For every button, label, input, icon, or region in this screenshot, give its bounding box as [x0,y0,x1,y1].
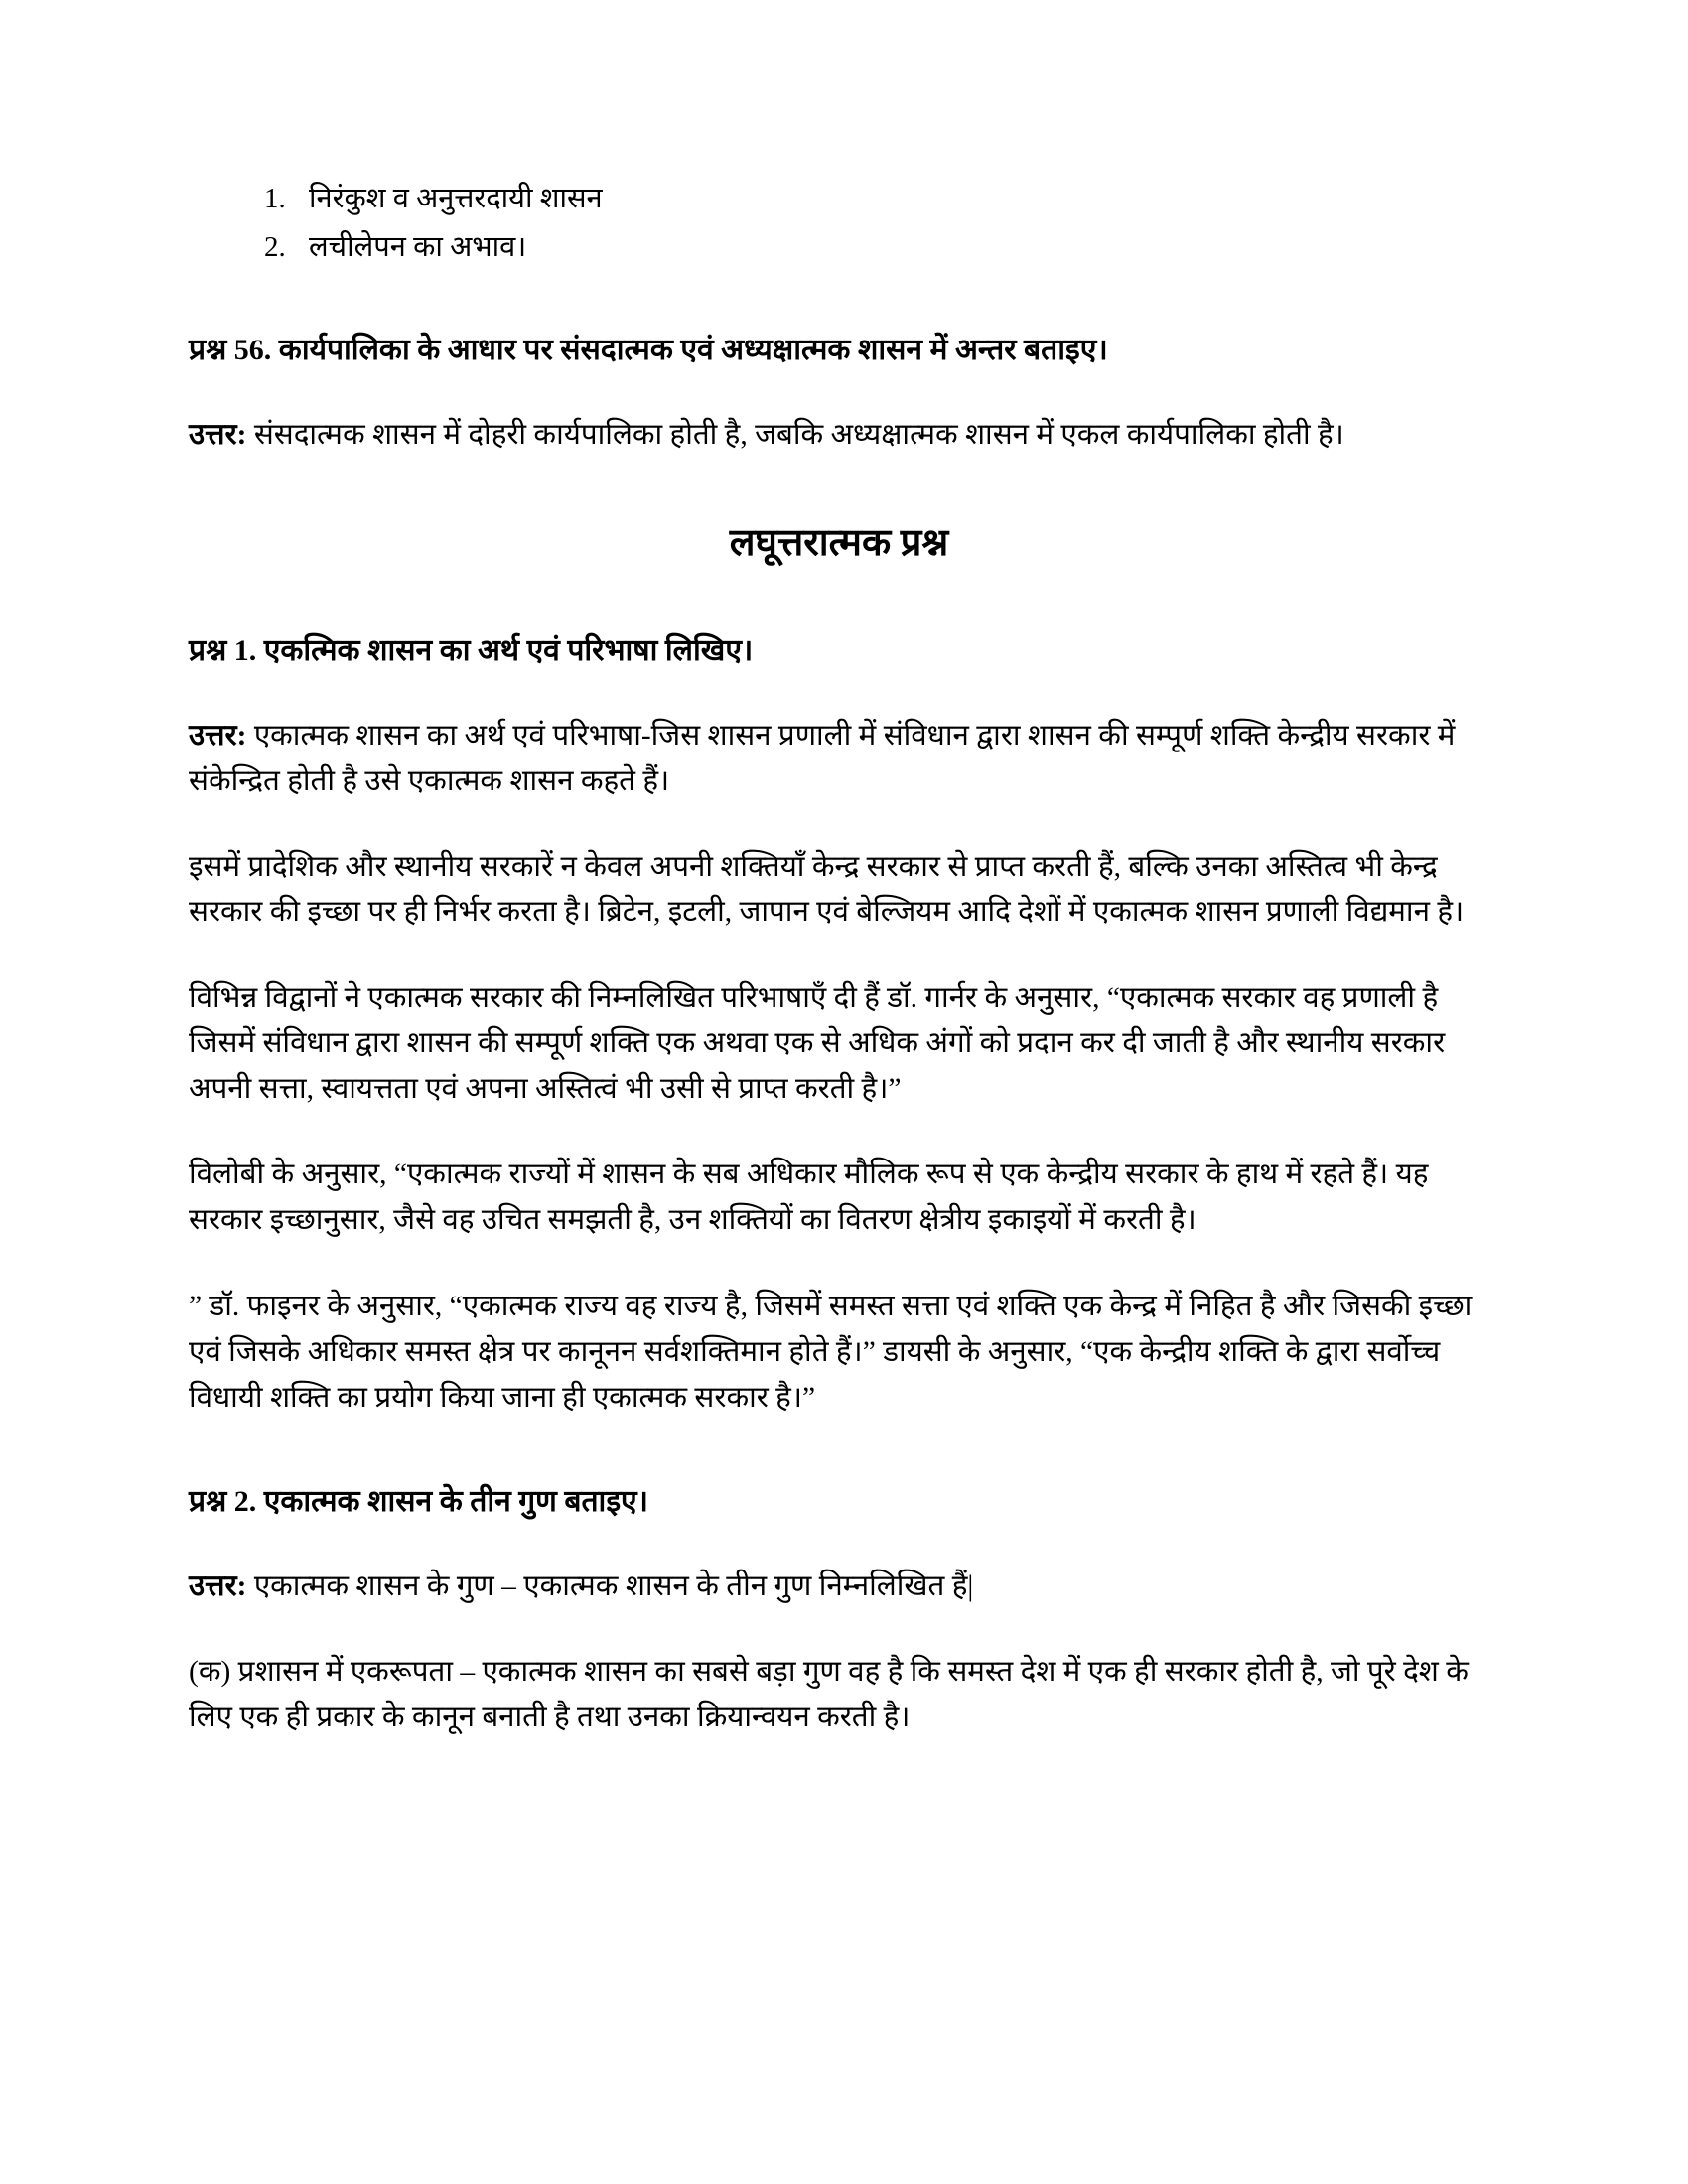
question-1-heading: प्रश्न 1. एकत्मिक शासन का अर्थ एवं परिभाषा लिखिए। [189,634,754,668]
question-1-paragraph-4: विलोबी के अनुसार, “एकात्मक राज्यों में शासन के सब अधिकार मौलिक रूप से एक केन्द्रीय सरकार के हाथ में रहते हैं। यह सरकार इच्छानुसार, जैसे वह उचित समझती है, उन शक्तियों का वितरण क्षेत्रीय इकाइयों में करती है। [189,1159,1429,1237]
list-item: 1. निरंकुश व अनुत्तरदायी शासन [293,177,1489,220]
answer-text: एकात्मक शासन का अर्थ एवं परिभाषा-जिस शासन प्रणाली में संविधान द्वारा शासन की सम्पूर्ण शक्ति केन्द्रीय सरकार में संकेन्द्रित होती है उसे एकात्मक शासन कहते हैं। [189,720,1456,798]
document-content [189,177,1489,1740]
answer-text: संसदात्मक शासन में दोहरी कार्यपालिका होती है, जबकि अध्यक्षात्मक शासन में एकल कार्यपालिका होती है। [246,419,1344,452]
list-item: 2. लचीलेपन का अभाव। [293,225,1489,269]
question-1-paragraph-3: विभिन्न विद्वानों ने एकात्मक सरकार की निम्नलिखित परिभाषाएँ दी हैं डॉ. गार्नर के अनुसार, “एकात्मक सरकार वह प्रणाली है जिसमें संविधान द्वारा शासन की सम्पूर्ण शक्ति एक अथवा एक से अधिक अंगों को प्रदान कर दी जाती है और स्थानीय सरकार अपनी सत्ता, स्वायत्तता एवं अपना अस्तित्वं भी उसी से प्राप्त करती है।” [189,982,1446,1106]
question-2-answer [189,1564,1489,1609]
question-56-heading: प्रश्न 56. कार्यपालिका के आधार पर संसदात्मक एवं अध्यक्षात्मक शासन में अन्तर बताइए। [189,334,1108,367]
question-1-answer [189,713,1489,804]
question-1-paragraph-2: इसमें प्रादेशिक और स्थानीय सरकारें न केवल अपनी शक्तियाँ केन्द्र सरकार से प्राप्त करती हैं, बल्कि उनका अस्तित्व भी केन्द्र सरकार की इच्छा पर ही निर्भर करता है। ब्रिटेन, इटली, जापान एवं बेल्जियम आदि देशों में एकात्मक शासन प्रणाली विद्यमान है। [189,851,1465,929]
section-heading: लघूत्तरात्मक प्रश्न [729,522,949,565]
question-56-answer [189,412,1489,458]
question-1-paragraph-5: ” डॉ. फाइनर के अनुसार, “एकात्मक राज्य वह राज्य है, जिसमें समस्त सत्ता एवं शक्ति एक केन्द्र में निहित है और जिसकी इच्छा एवं जिसके अधिकार समस्त क्षेत्र पर कानूनन सर्वशक्तिमान होते हैं।” डायसी के अनुसार, “एक केन्द्रीय शक्ति के द्वारा सर्वोच्च विधायी शक्ति का प्रयोग किया जाना ही एकात्मक सरकार है।” [189,1290,1473,1414]
top-numbered-list [189,177,1489,269]
question-2-heading: प्रश्न 2. एकात्मक शासन के तीन गुण बताइए। [189,1484,649,1518]
answer-text: एकात्मक शासन के गुण – एकात्मक शासन के तीन गुण निम्नलिखित हैं| [246,1570,974,1602]
answer-label: उत्तर: [189,1570,247,1602]
answer-label: उत्तर: [189,419,247,452]
question-2-point-ka: (क) प्रशासन में एकरूपता – एकात्मक शासन का सबसे बड़ा गुण वह है कि समस्त देश में एक ही सरकार होती है, जो पूरे देश के लिए एक ही प्रकार के कानून बनाती है तथा उनका क्रियान्वयन करती है। [189,1655,1469,1733]
answer-label: उत्तर: [189,720,247,752]
